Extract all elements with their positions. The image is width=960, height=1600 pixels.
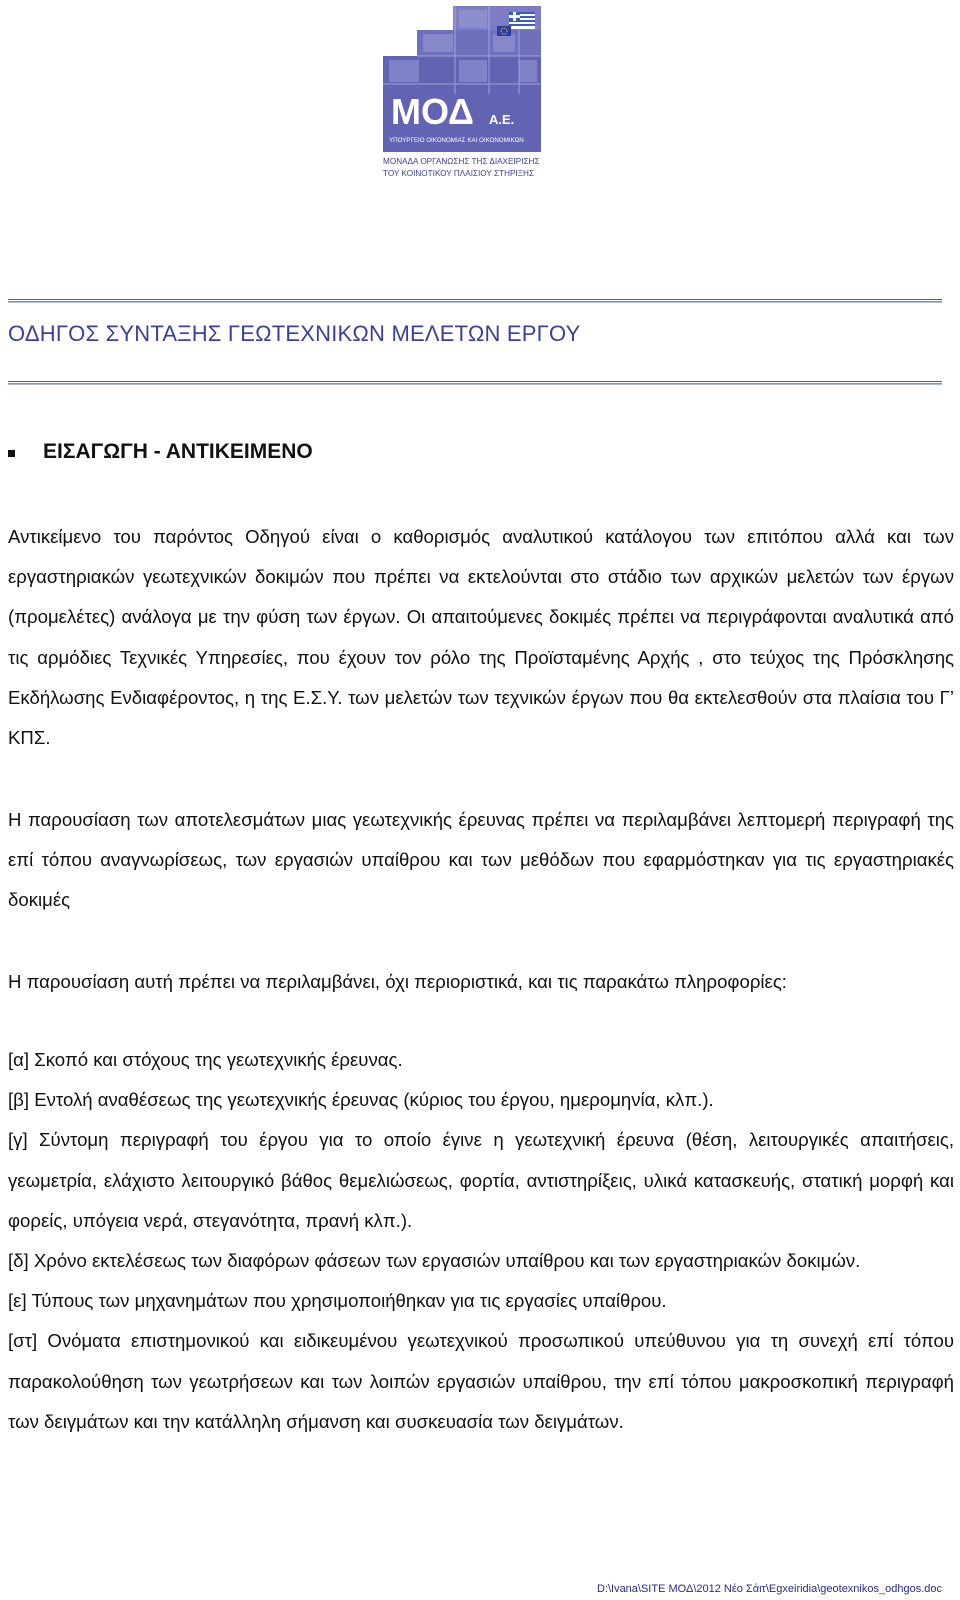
list-item: [α] Σκοπό και στόχους της γεωτεχνικής έρευνας. <box>8 1049 403 1070</box>
requirements-list <box>8 1040 954 1442</box>
logo-graphic <box>383 4 549 184</box>
section-heading <box>8 440 313 464</box>
svg-text:Α.Ε.: Α.Ε. <box>489 112 515 127</box>
list-item: [στ] Ονόματα επιστημονικού και ειδικευμένου γεωτεχνικού προσωπικού υπεύθυνου για τη συνεχή επί τόπου παρακολούθηση των γεωτρήσεων και των λοιπών εργασιών υπαίθρου, την επί τόπου μακροσκοπική περιγραφή των δειγμάτων και την κατάλληλη σήμανση και συσκευασία των δειγμάτων. <box>8 1330 954 1432</box>
greek-flag-icon <box>509 12 535 29</box>
title-rule-bottom <box>8 381 942 385</box>
paragraph-info-intro: Η παρουσίαση αυτή πρέπει να περιλαμβάνει, όχι περιοριστικά, και τις παρακάτω πληροφορίες: <box>8 971 787 992</box>
square-bullet-icon <box>8 450 15 457</box>
mod-logo <box>383 4 549 184</box>
paragraph-presentation: Η παρουσίαση των αποτελεσμάτων μιας γεωτεχνικής έρευνας πρέπει να περιλαμβάνει λεπτομερή περιγραφή της επί τόπου αναγνωρίσεως, των εργασιών υπαίθρου και των μεθόδων που εφαρμόστηκαν για τις εργαστηριακές δοκιμές <box>8 809 954 911</box>
section-title: ΕΙΣΑΓΩΓΗ - ΑΝΤΙΚΕΙΜΕΝΟ <box>43 440 313 463</box>
svg-text:ΥΠΟΥΡΓΕΙΟ ΟΙΚΟΝΟΜΙΑΣ ΚΑΙ ΟΙΚΟΝ: ΥΠΟΥΡΓΕΙΟ ΟΙΚΟΝΟΜΙΑΣ ΚΑΙ ΟΙΚΟΝΟΜΙΚΩΝ <box>389 137 524 144</box>
svg-text:ΜΟΔ: ΜΟΔ <box>391 91 474 132</box>
list-item: [γ] Σύντομη περιγραφή του έργου για το οποίο έγινε η γεωτεχνική έρευνα (θέση, λειτουργικές απαιτήσεις, γεωμετρία, ελάχιστο λειτουργικό βάθος θεμελιώσεως, φορτία, αντιστηρίξεις, υλικά κατασκευής, στατική μορφή και φορείς, υπόγεια νερά, στεγανότητα, πρανή κλπ.). <box>8 1129 954 1231</box>
svg-text:ΤΟΥ ΚΟΙΝΟΤΙΚΟΥ ΠΛΑΙΣΙΟΥ ΣΤΗΡΙΞ: ΤΟΥ ΚΟΙΝΟΤΙΚΟΥ ΠΛΑΙΣΙΟΥ ΣΤΗΡΙΞΗΣ <box>383 169 535 178</box>
document-title: ΟΔΗΓΟΣ ΣΥΝΤΑΞΗΣ ΓΕΩΤΕΧΝΙΚΩΝ ΜΕΛΕΤΩΝ ΕΡΓΟΥ <box>8 321 581 346</box>
title-rule-top <box>8 299 942 303</box>
svg-text:ΜΟΝΑΔΑ ΟΡΓΑΝΩΣΗΣ ΤΗΣ ΔΙΑΧΕΙΡΙΣ: ΜΟΝΑΔΑ ΟΡΓΑΝΩΣΗΣ ΤΗΣ ΔΙΑΧΕΙΡΙΣΗΣ <box>383 157 540 166</box>
footer-file-path: D:\Ivana\SITE ΜΟΔ\2012 Νέο Σάιτ\Egxeiridia\geotexnikos_odhgos.doc <box>596 1583 942 1595</box>
list-item: [δ] Χρόνο εκτελέσεως των διαφόρων φάσεων των εργασιών υπαίθρου και των εργαστηριακών δοκιμών. <box>8 1250 861 1272</box>
paragraph-object: Αντικείμενο του παρόντος Οδηγού είναι ο καθορισμός αναλυτικού κατάλογου των επιτόπου αλλά και των εργαστηριακών γεωτεχνικών δοκιμών που πρέπει να εκτελούνται στο στάδιο των αρχικών μελετών των έργων (προμελέτες) ανάλογα με την φύση των έργων. Οι απαιτούμενες δοκιμές πρέπει να περιγράφονται αναλυτικά από τις αρμόδιες Τεχνικές Υπηρεσίες, που έχουν τον ρόλο της Προϊσταμένης Αρχής , στο τεύχος της Πρόσκλησης Εκδήλωσης Ενδιαφέροντος, η της Ε.Σ.Υ. των μελετών των τεχνικών έργων που θα εκτελεσθούν στα πλαίσια του Γ’ ΚΠΣ. <box>8 526 954 749</box>
list-item: [β] Εντολή αναθέσεως της γεωτεχνικής έρευνας (κύριος του έργου, ημερομηνία, κλπ.). <box>8 1089 714 1111</box>
list-item: [ε] Τύπους των μηχανημάτων που χρησιμοποιήθηκαν για τις εργασίες υπαίθρου. <box>8 1290 667 1312</box>
